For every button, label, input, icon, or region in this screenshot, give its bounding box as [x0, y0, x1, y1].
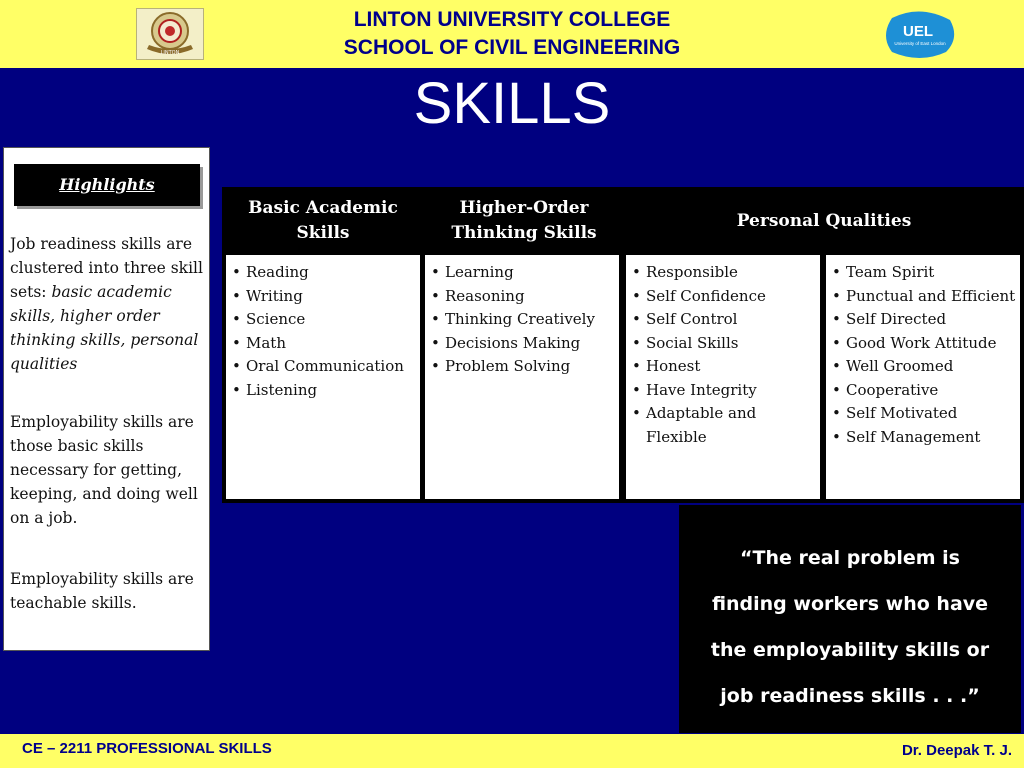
header-band [0, 0, 1024, 68]
quote-line-4: job readiness skills . . .” [720, 685, 980, 707]
list-item: • Have Integrity [630, 379, 816, 403]
header-line-1: LINTON UNIVERSITY COLLEGE [353, 8, 671, 31]
list-item: • Self Control [630, 308, 816, 332]
table-cell-personal-qualities-2 [826, 255, 1020, 499]
list-item: • Reading [230, 261, 416, 285]
table-cell-personal-qualities-1 [626, 255, 820, 499]
slide-title: SKILLS [413, 71, 611, 136]
list-item: • Listening [230, 379, 416, 403]
footer-course: CE – 2211 PROFESSIONAL SKILLS [22, 740, 272, 757]
list-item: • Learning [429, 261, 615, 285]
list-item: • Writing [230, 285, 416, 309]
highlights-p1-plain: Job readiness skills are clustered into three skill sets: [10, 235, 203, 301]
list-item: • Good Work Attitude [830, 332, 1016, 356]
table-cell-higher-order [425, 255, 619, 499]
footer-author: Dr. Deepak T. J. [901, 742, 1012, 759]
list-item: • Thinking Creatively [429, 308, 615, 332]
list-item: • Problem Solving [429, 355, 615, 379]
skills-table [222, 187, 1024, 503]
list-item: • Decisions Making [429, 332, 615, 356]
linton-crest-icon [136, 8, 204, 60]
highlights-heading: Highlights [14, 164, 200, 206]
highlights-p1-italic: basic academic skills, higher order thinking skills, personal qualities [10, 283, 199, 373]
quote-line-3: the employability skills or [710, 639, 990, 661]
quote-line-1: “The real problem is [740, 547, 960, 569]
footer-band [0, 734, 1024, 768]
list-item: • Team Spirit [830, 261, 1016, 285]
list [630, 261, 816, 449]
quote-box [679, 505, 1021, 733]
list-item: • Honest [630, 355, 816, 379]
list-item: • Social Skills [630, 332, 816, 356]
list-item: • Cooperative [830, 379, 1016, 403]
table-header-basic-academic: Basic Academic Skills [248, 198, 398, 243]
list-item: • Adaptable and Flexible [630, 402, 816, 449]
list-item: • Self Directed [830, 308, 1016, 332]
list-item: • Self Motivated [830, 402, 1016, 426]
right-logo-subtext: University of East London [894, 41, 946, 46]
highlights-paragraph-3: Employability skills are teachable skills. [10, 570, 194, 612]
right-logo-text: UEL [903, 23, 933, 40]
list-item: • Punctual and Efficient [830, 285, 1016, 309]
list-item: • Responsible [630, 261, 816, 285]
list-item: • Science [230, 308, 416, 332]
list [429, 261, 615, 379]
list-item: • Self Confidence [630, 285, 816, 309]
header-line-2: SCHOOL OF CIVIL ENGINEERING [343, 36, 681, 59]
table-header-higher-order: Higher-Order Thinking Skills [451, 198, 597, 243]
list [230, 261, 416, 402]
list-item: • Self Management [830, 426, 1016, 450]
table-header-personal-qualities: Personal Qualities [736, 210, 912, 231]
quote-line-2: finding workers who have [711, 593, 989, 615]
highlights-box [3, 147, 210, 651]
list-item: • Oral Communication [230, 355, 416, 379]
left-logo-text: LINTON [160, 50, 180, 56]
list-item: • Well Groomed [830, 355, 1016, 379]
highlights-paragraph-1 [10, 232, 206, 376]
highlights-paragraph-2: Employability skills are those basic skills necessary for getting, keeping, and doing well on a job. [10, 413, 198, 527]
list-item: • Reasoning [429, 285, 615, 309]
uel-logo-icon [880, 8, 958, 60]
list-item: • Math [230, 332, 416, 356]
list [830, 261, 1016, 449]
table-cell-basic-academic [226, 255, 420, 499]
